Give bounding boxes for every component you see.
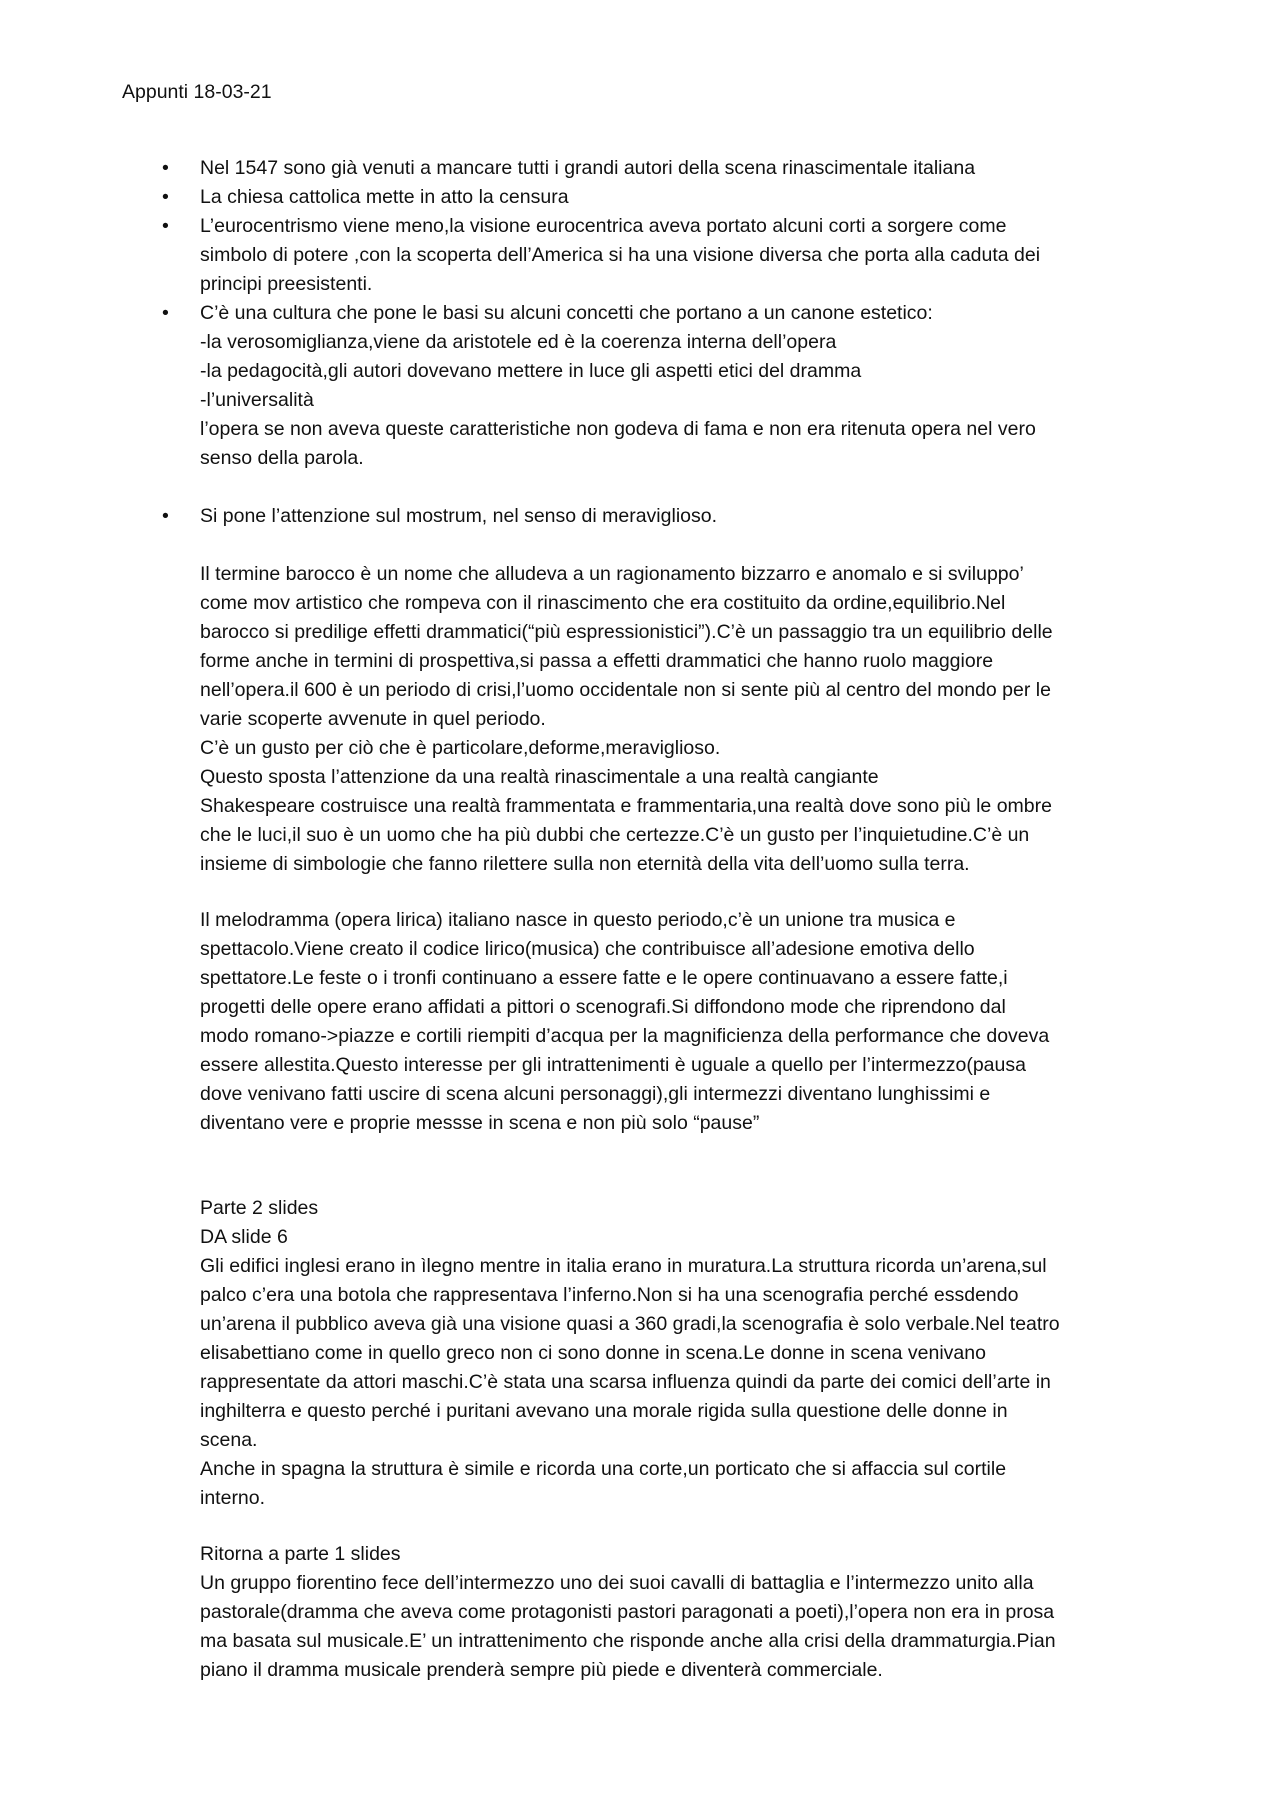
text-line: Questo sposta l’attenzione da una realtà rinascimentale a una realtà cangiante bbox=[200, 766, 879, 788]
text-line: ma basata sul musicale.E’ un intrattenimento che risponde anche alla crisi della drammaturgia.Pian bbox=[200, 1630, 1056, 1652]
text-line: senso della parola. bbox=[200, 447, 364, 469]
spacer bbox=[0, 473, 1280, 502]
bullet-item-4 bbox=[0, 299, 1170, 473]
text-line: dove venivano fatti uscire di scena alcuni personaggi),gli intermezzi diventano lunghissimi e bbox=[200, 1083, 991, 1105]
paragraph-parte-2 bbox=[200, 1194, 1180, 1513]
bullet-item-2 bbox=[0, 183, 1170, 212]
text-line: un’arena il pubblico aveva già una visione quasi a 360 gradi,la scenografia è solo verbale.Nel teatro bbox=[200, 1313, 1060, 1335]
section-heading: Ritorna a parte 1 slides bbox=[200, 1543, 401, 1565]
text-line: palco c’era una botola che rappresentava l’inferno.Non si ha una scenografia perché essdendo bbox=[200, 1284, 1019, 1306]
bullet-marker: • bbox=[162, 215, 169, 237]
text-line: che le luci,il suo è un uomo che ha più dubbi che certezze.C’è un gusto per l’inquietudine.C’è un bbox=[200, 824, 1030, 846]
bullet-marker: • bbox=[162, 505, 169, 527]
text-line: forme anche in termini di prospettiva,si passa a effetti drammatici che hanno ruolo maggiore bbox=[200, 650, 994, 672]
text-line: simbolo di potere ,con la scoperta dell’America si ha una visione diversa che porta alla caduta dei bbox=[200, 244, 1041, 266]
text-line: Il melodramma (opera lirica) italiano nasce in questo periodo,c’è un unione tra musica e bbox=[200, 909, 956, 931]
text-line: piano il dramma musicale prenderà sempre più piede e diventerà commerciale. bbox=[200, 1659, 883, 1681]
text-line: Shakespeare costruisce una realtà frammentata e frammentaria,una realtà dove sono più le ombre bbox=[200, 795, 1052, 817]
paragraph-melodramma bbox=[200, 906, 1180, 1138]
document-title: Appunti 18-03-21 bbox=[122, 81, 272, 103]
text-line: Anche in spagna la struttura è simile e ricorda una corte,un porticato che si affaccia sul cortile bbox=[200, 1458, 1007, 1480]
bullet-list bbox=[0, 154, 1280, 531]
text-line: -l’universalità bbox=[200, 389, 314, 411]
paragraph-barocco bbox=[200, 560, 1180, 879]
text-line: interno. bbox=[200, 1487, 266, 1509]
text-line: modo romano->piazze e cortili riempiti d’acqua per la magnificienza della performance che doveva bbox=[200, 1025, 1050, 1047]
text-line: scena. bbox=[200, 1429, 258, 1451]
text-line: Si pone l’attenzione sul mostrum, nel senso di meraviglioso. bbox=[200, 505, 718, 527]
text-line: diventano vere e proprie messse in scena e non più solo “pause” bbox=[200, 1112, 760, 1134]
text-line: -la pedagocità,gli autori dovevano mettere in luce gli aspetti etici del dramma bbox=[200, 360, 862, 382]
text-line: Gli edifici inglesi erano in ìlegno mentre in italia erano in muratura.La struttura ricorda un’arena,sul bbox=[200, 1255, 1047, 1277]
bullet-item-3 bbox=[0, 212, 1170, 299]
bullet-item-1 bbox=[0, 154, 1170, 183]
bullet-item-5 bbox=[0, 502, 1170, 531]
text-line: Nel 1547 sono già venuti a mancare tutti i grandi autori della scena rinascimentale italiana bbox=[200, 157, 976, 179]
text-line: progetti delle opere erano affidati a pittori o scenografi.Si diffondono mode che riprendono dal bbox=[200, 996, 1006, 1018]
text-line: spettatore.Le feste o i tronfi continuano a essere fatte e le opere continuavano a essere fatte,i bbox=[200, 967, 1008, 989]
section-heading: Parte 2 slides bbox=[200, 1197, 319, 1219]
text-line: barocco si predilige effetti drammatici(“più espressionistici”).C’è un passaggio tra un equilibrio delle bbox=[200, 621, 1053, 643]
text-line: insieme di simbologie che fanno rilettere sulla non eternità della vita dell’uomo sulla terra. bbox=[200, 853, 970, 875]
text-line: inghilterra e questo perché i puritani avevano una morale rigida sulla questione delle donne in bbox=[200, 1400, 1008, 1422]
text-line: principi preesistenti. bbox=[200, 273, 373, 295]
text-line: essere allestita.Questo interesse per gli intrattenimenti è uguale a quello per l’intermezzo(pausa bbox=[200, 1054, 1026, 1076]
bullet-marker: • bbox=[162, 302, 169, 324]
text-line: L’eurocentrismo viene meno,la visione eurocentrica aveva portato alcuni corti a sorgere come bbox=[200, 215, 1007, 237]
text-line: rappresentate da attori maschi.C’è stata una scarsa influenza quindi da parte dei comici dell’arte in bbox=[200, 1371, 1051, 1393]
paragraph-ritorna bbox=[200, 1540, 1180, 1685]
text-line: spettacolo.Viene creato il codice lirico(musica) che contribuisce all’adesione emotiva dello bbox=[200, 938, 975, 960]
text-line: C’è una cultura che pone le basi su alcuni concetti che portano a un canone estetico: bbox=[200, 302, 933, 324]
section-subheading: DA slide 6 bbox=[200, 1226, 288, 1248]
bullet-marker: • bbox=[162, 157, 169, 179]
text-line: nell’opera.il 600 è un periodo di crisi,l’uomo occidentale non si sente più al centro del mondo per le bbox=[200, 679, 1051, 701]
text-line: come mov artistico che rompeva con il rinascimento che era costituito da ordine,equilibrio.Nel bbox=[200, 592, 1006, 614]
text-line: Il termine barocco è un nome che alludeva a un ragionamento bizzarro e anomalo e si sviluppo’ bbox=[200, 563, 1024, 585]
text-line: l’opera se non aveva queste caratteristiche non godeva di fama e non era ritenuta opera nel vero bbox=[200, 418, 1036, 440]
text-line: C’è un gusto per ciò che è particolare,deforme,meraviglioso. bbox=[200, 737, 721, 759]
text-line: varie scoperte avvenute in quel periodo. bbox=[200, 708, 546, 730]
text-line: pastorale(dramma che aveva come protagonisti pastori paragonati a poeti),l’opera non era in prosa bbox=[200, 1601, 1055, 1623]
text-line: -la verosomiglianza,viene da aristotele ed è la coerenza interna dell’opera bbox=[200, 331, 837, 353]
text-line: elisabettiano come in quello greco non ci sono donne in scena.Le donne in scena venivano bbox=[200, 1342, 986, 1364]
text-line: La chiesa cattolica mette in atto la censura bbox=[200, 186, 569, 208]
bullet-marker: • bbox=[162, 186, 169, 208]
text-line: Un gruppo fiorentino fece dell’intermezzo uno dei suoi cavalli di battaglia e l’intermezzo unito alla bbox=[200, 1572, 1034, 1594]
